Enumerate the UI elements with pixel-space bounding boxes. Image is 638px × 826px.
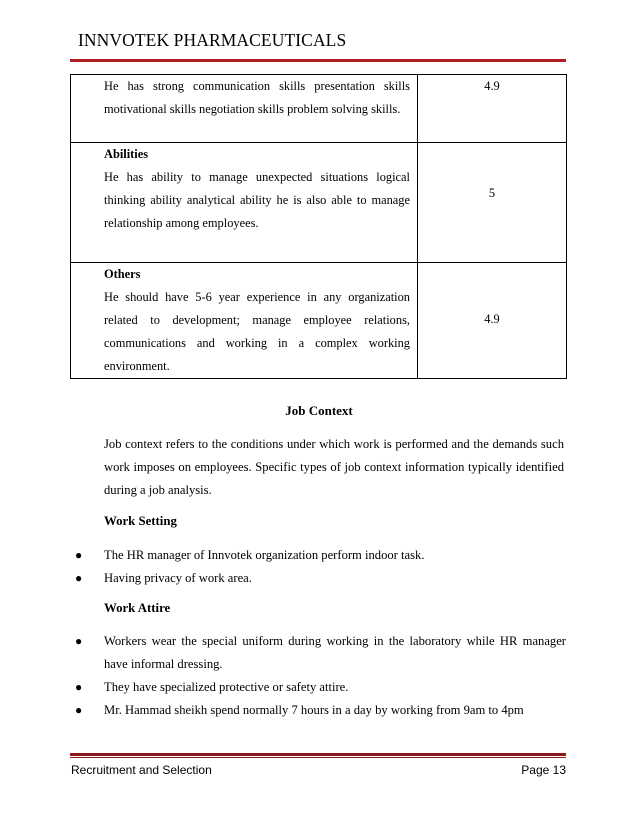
- header-divider: [70, 59, 566, 62]
- bullet-icon: ●: [75, 680, 83, 694]
- footer-divider-thin: [70, 757, 566, 758]
- list-item: [0, 699, 566, 722]
- row-heading: Abilities: [104, 147, 149, 161]
- list-item-text: Mr. Hammad sheikh spend normally 7 hours in a day by working from 9am to 4pm: [104, 703, 524, 717]
- bullet-icon: ●: [75, 571, 83, 585]
- list-item-text: They have specialized protective or safety attire.: [104, 680, 349, 694]
- table-row: [71, 143, 567, 263]
- list-item: [0, 630, 566, 676]
- job-context-text: Job context refers to the conditions under which work is performed and the demands such work imposes on employees. Specific types of job context information typically identified during a job analysis.: [104, 437, 564, 497]
- row-text: He has strong communication skills presentation skills motivational skills negotiation skills problem solving skills.: [104, 79, 410, 116]
- bullet-icon: ●: [75, 548, 83, 562]
- job-context-paragraph: [104, 433, 564, 502]
- table-cell-description: [71, 75, 418, 143]
- table-cell-score: 4.9: [418, 263, 567, 379]
- list-item: [0, 676, 566, 699]
- row-text: He should have 5-6 year experience in any organization related to development; manage employee relations, communications and working in a complex working environment.: [104, 290, 410, 373]
- row-heading: Others: [104, 267, 141, 281]
- job-context-heading: Job Context: [285, 403, 353, 418]
- work-attire-list: [0, 630, 566, 722]
- table-cell-description: [71, 143, 418, 263]
- list-item: [0, 544, 566, 567]
- work-setting-list: [0, 544, 566, 590]
- footer-document-title: Recruitment and Selection: [71, 763, 212, 777]
- row-text: He has ability to manage unexpected situations logical thinking ability analytical ability he is also able to manage relationship among employees.: [104, 170, 410, 230]
- table-cell-description: [71, 263, 418, 379]
- table-cell-score: 5: [418, 143, 567, 263]
- skills-table: [70, 74, 567, 379]
- table-row: [71, 263, 567, 379]
- footer-divider: [70, 753, 566, 756]
- bullet-icon: ●: [75, 703, 83, 717]
- list-item-text: Workers wear the special uniform during working in the laboratory while HR manager have informal dressing.: [104, 634, 566, 671]
- list-item-text: Having privacy of work area.: [104, 571, 252, 585]
- work-setting-heading: Work Setting: [104, 514, 177, 528]
- table-row: [71, 75, 567, 143]
- list-item: [0, 567, 566, 590]
- work-attire-heading: Work Attire: [104, 601, 171, 615]
- page-number: Page 13: [521, 763, 566, 777]
- bullet-icon: ●: [75, 634, 83, 648]
- table-cell-score: 4.9: [418, 75, 567, 143]
- document-header-title: INNVOTEK PHARMACEUTICALS: [78, 30, 347, 50]
- list-item-text: The HR manager of Innvotek organization perform indoor task.: [104, 548, 425, 562]
